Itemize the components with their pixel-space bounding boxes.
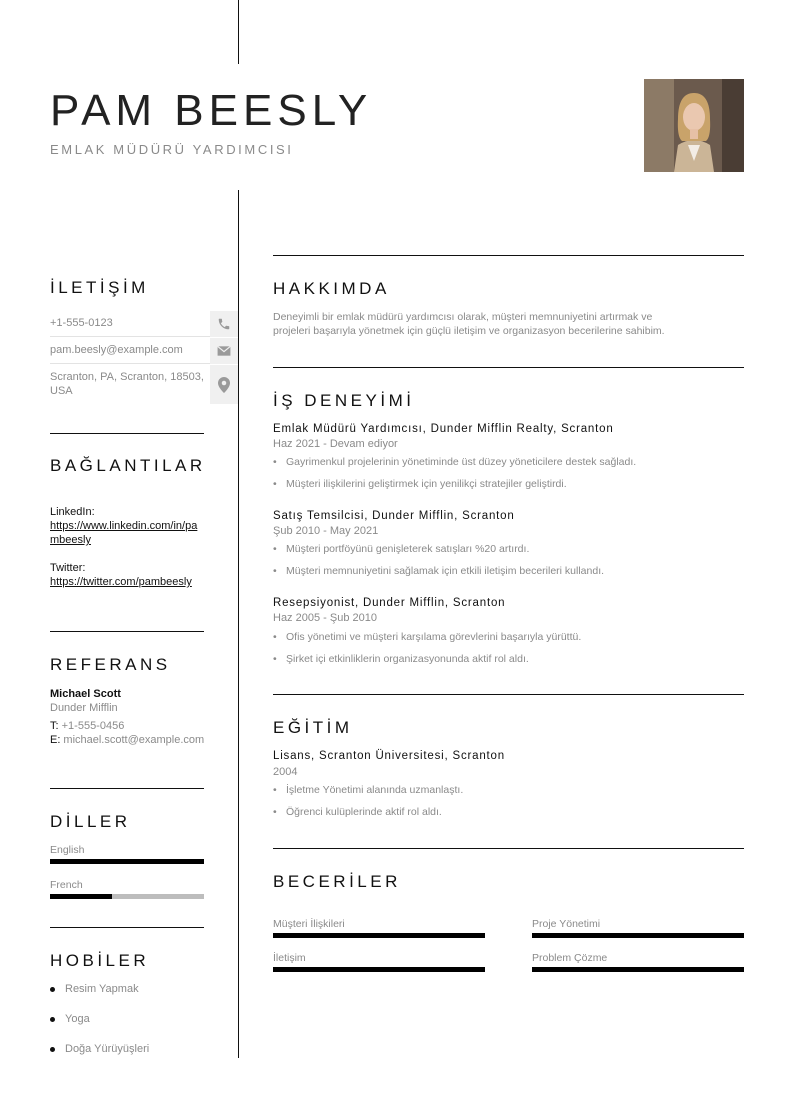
language-bar-french [50, 894, 204, 899]
skill-bar [273, 933, 485, 938]
bullet-text: İşletme Yönetimi alanında uzmanlaştı. [286, 784, 464, 796]
skills-heading: BECERİLER [273, 872, 401, 891]
bullet-text: Müşteri ilişkilerini geliştirmek için yenilikçi stratejiler geliştirdi. [286, 478, 567, 490]
education-heading: EĞİTİM [273, 718, 353, 737]
language-fill-french [50, 894, 112, 899]
bullet-dot: • [273, 565, 277, 577]
bullet-text: Öğrenci kulüplerinde aktif rol aldı. [286, 806, 442, 818]
job-bullet [273, 565, 604, 577]
language-bar-english [50, 859, 204, 864]
job-date: Haz 2005 - Şub 2010 [273, 612, 377, 624]
skill-bar [532, 967, 744, 972]
job-bullet [273, 478, 567, 490]
job-bullet [273, 543, 529, 555]
hobby-label: Doğa Yürüyüşleri [65, 1043, 150, 1055]
bullet-text: Müşteri portföyünü genişleterek satışları %20 artırdı. [286, 543, 530, 555]
skill-label: İletişim [273, 952, 306, 964]
hobby-item [50, 1043, 149, 1055]
divider [273, 848, 744, 849]
skill-bar [273, 967, 485, 972]
divider [50, 788, 204, 789]
reference-phone-label: T: [50, 720, 59, 732]
languages-heading: DİLLER [50, 812, 131, 831]
education-year: 2004 [273, 766, 298, 778]
contact-phone[interactable] [50, 316, 210, 337]
column-divider-line [238, 190, 239, 1058]
contact-address-text: Scranton, PA, Scranton, 18503, USA [50, 371, 204, 397]
hobby-label: Yoga [65, 1013, 90, 1025]
hobby-item [50, 1013, 90, 1025]
job-bullet [273, 653, 529, 665]
divider [273, 367, 744, 368]
bullet-dot: • [273, 631, 277, 643]
reference-company: Dunder Mifflin [50, 702, 118, 714]
job-date: Şub 2010 - May 2021 [273, 525, 379, 537]
reference-email-value: michael.scott@example.com [63, 734, 205, 746]
linkedin-link[interactable]: https://www.linkedin.com/in/pambeesly [50, 520, 198, 546]
bullet-dot: • [273, 543, 277, 555]
about-text-line2: projeleri başarıyla yönetmek için güçlü iletişim ve organizasyon becerilerine sahibim. [273, 325, 665, 337]
bullet-dot: • [273, 478, 277, 490]
bullet-dot: • [273, 806, 277, 818]
divider [50, 433, 204, 434]
skill-label: Problem Çözme [532, 952, 608, 964]
bullet-text: Gayrimenkul projelerinin yönetiminde üst düzey yöneticilere destek sağladı. [286, 456, 637, 468]
divider [273, 694, 744, 695]
about-text-line1: Deneyimli bir emlak müdürü yardımcısı olarak, müşteri memnuniyetini artırmak ve [273, 311, 653, 323]
divider [273, 255, 744, 256]
bullet-dot [50, 1017, 55, 1022]
bullet-text: Şirket içi etkinliklerin organizasyonunda aktif rol aldı. [286, 653, 529, 665]
about-heading: HAKKIMDA [273, 279, 390, 298]
bullet-dot: • [273, 653, 277, 665]
contact-phone-text: +1-555-0123 [50, 317, 113, 329]
skill-label: Proje Yönetimi [532, 918, 601, 930]
contact-address [50, 370, 210, 402]
phone-icon [210, 311, 238, 337]
candidate-name: PAM BEESLY [50, 86, 373, 135]
contact-heading: İLETİŞİM [50, 278, 149, 297]
job-title: Emlak Müdürü Yardımcısı, Dunder Mifflin Realty, Scranton [273, 423, 614, 435]
candidate-title: EMLAK MÜDÜRÜ YARDIMCISI [50, 142, 294, 157]
skill-bar [532, 933, 744, 938]
reference-name: Michael Scott [50, 688, 121, 700]
profile-photo [644, 79, 744, 172]
reference-phone [50, 719, 124, 733]
bullet-dot [50, 987, 55, 992]
language-label-english: English [50, 844, 85, 856]
envelope-icon [210, 338, 238, 364]
job-title: Resepsiyonist, Dunder Mifflin, Scranton [273, 597, 506, 609]
links-heading: BAĞLANTILAR [50, 456, 206, 475]
bullet-text: Ofis yönetimi ve müşteri karşılama görevlerini başarıyla yürüttü. [286, 631, 582, 643]
education-bullet [273, 806, 442, 818]
divider [50, 631, 204, 632]
contact-email-text: pam.beesly@example.com [50, 344, 183, 356]
top-divider-line [238, 0, 239, 64]
reference-phone-value: +1-555-0456 [61, 720, 125, 732]
reference-email-label: E: [50, 734, 61, 746]
bullet-text: Müşteri memnuniyetini sağlamak için etkili iletişim becerileri kullandı. [286, 565, 605, 577]
hobbies-heading: HOBİLER [50, 951, 150, 970]
twitter-label: Twitter: [50, 562, 86, 574]
map-pin-icon [210, 365, 238, 404]
language-label-french: French [50, 879, 83, 891]
language-fill-english [50, 859, 204, 864]
hobby-item [50, 983, 139, 995]
bullet-dot [50, 1047, 55, 1052]
bullet-dot: • [273, 784, 277, 796]
divider [50, 927, 204, 928]
job-date: Haz 2021 - Devam ediyor [273, 438, 398, 450]
education-degree: Lisans, Scranton Üniversitesi, Scranton [273, 750, 505, 762]
job-bullet [273, 631, 581, 643]
bullet-dot: • [273, 456, 277, 468]
job-title: Satış Temsilcisi, Dunder Mifflin, Scranton [273, 510, 515, 522]
contact-email[interactable] [50, 343, 210, 364]
twitter-link[interactable]: https://twitter.com/pambeesly [50, 576, 192, 588]
hobby-label: Resim Yapmak [65, 983, 139, 995]
education-bullet [273, 784, 463, 796]
linkedin-label: LinkedIn: [50, 506, 95, 518]
skill-label: Müşteri İlişkileri [273, 918, 345, 930]
reference-email [50, 733, 206, 747]
references-heading: REFERANS [50, 655, 171, 674]
experience-heading: İŞ DENEYİMİ [273, 391, 415, 410]
job-bullet [273, 456, 636, 468]
